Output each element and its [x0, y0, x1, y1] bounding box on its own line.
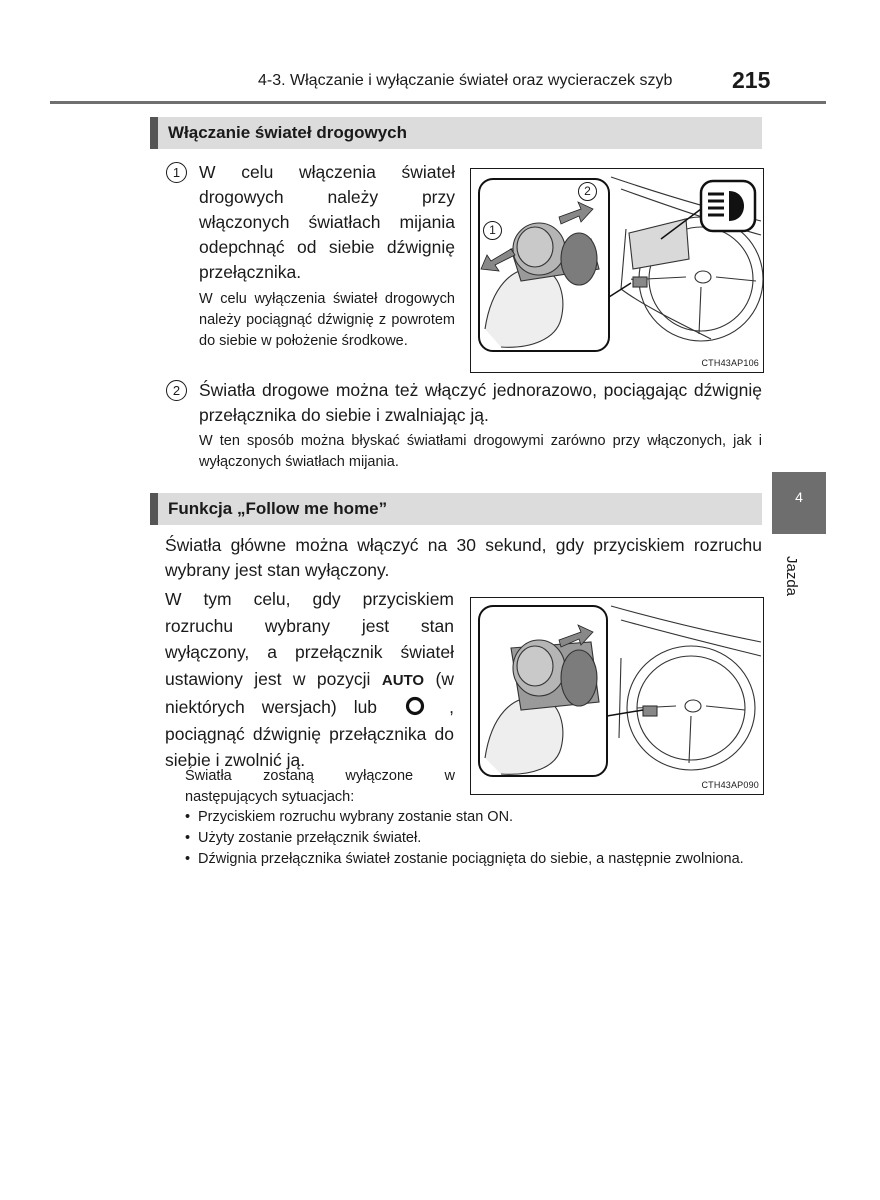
section-heading-high-beam: Włączanie świateł drogowych: [150, 117, 762, 149]
chapter-title: 4-3. Włączanie i wyłączanie świateł oraz wycieraczek szyb: [258, 72, 673, 89]
high-beam-icon: [701, 181, 755, 231]
list-item-text: Przyciskiem rozruchu wybrany zostanie stan ON.: [198, 809, 514, 825]
circle-off-icon: [404, 696, 426, 716]
figure-caption: CTH43AP106: [701, 358, 759, 368]
step-1-note: W celu wyłączenia świateł drogowych należy pociągnąć dźwignię z powrotem do siebie w położenie środkowe.: [199, 291, 455, 349]
bullet-mark: •: [185, 809, 191, 825]
chapter-tab-label: Jazda: [783, 556, 800, 597]
step-1-text: W celu włączenia świateł drogowych należy przy włączonych światłach mijania odepchnąć od siebie dźwignię przełącznika.: [199, 162, 455, 282]
step-2-note: W ten sposób można błyskać światłami drogowymi zarówno przy włączonych, jak i wyłączonych światłach mijania.: [199, 433, 762, 470]
auto-position-label: AUTO: [381, 671, 425, 689]
callout-1: 1: [483, 221, 502, 240]
follow-me-home-instruction: [165, 586, 454, 774]
follow-me-home-note: Światła zostaną wyłączone w następujących sytuacjach:: [185, 768, 455, 805]
step-2-text: Światła drogowe można też włączyć jednorazowo, pociągając dźwignię przełącznika do siebie i zwalniając ją.: [199, 380, 762, 425]
page-number: 215: [732, 67, 771, 93]
figure-caption: CTH43AP090: [701, 780, 759, 790]
bullet-mark: •: [185, 851, 191, 867]
list-item: [185, 828, 770, 849]
step-number-1: 1: [166, 162, 187, 183]
instruction-part-2: (w niektórych wersjach) lub: [165, 668, 454, 717]
lever-illustration: [471, 169, 763, 372]
step-number-2: 2: [166, 380, 187, 401]
figure-high-beam-lever: [470, 168, 764, 373]
list-item-text: Dźwignia przełącznika świateł zostanie pociągnięta do siebie, a następnie zwolniona.: [198, 851, 744, 867]
bullet-mark: •: [185, 830, 191, 846]
list-item: [185, 807, 770, 828]
lever-pull-illustration: [471, 598, 763, 794]
list-item-text: Użyty zostanie przełącznik świateł.: [198, 830, 422, 846]
figure-follow-me-home-lever: [470, 597, 764, 795]
callout-2: 2: [578, 182, 597, 201]
list-item: [185, 849, 770, 870]
chapter-tab[interactable]: 4: [772, 472, 826, 534]
header-rule: [50, 101, 826, 104]
follow-me-home-intro: Światła główne można włączyć na 30 sekund, gdy przyciskiem rozruchu wybrany jest stan wyłączony.: [165, 535, 762, 580]
instruction-part-1: W tym celu, gdy przyciskiem rozruchu wybrany jest stan wyłączony, a przełącznik świateł ustawiony jest w pozycji: [165, 589, 454, 689]
section-heading-follow-me-home: Funkcja „Follow me home”: [150, 493, 762, 525]
turn-off-conditions-list: [185, 807, 770, 870]
instruction-part-3: , pociągnąć dźwignię przełącznika do siebie i zwolnić ją.: [165, 697, 454, 770]
